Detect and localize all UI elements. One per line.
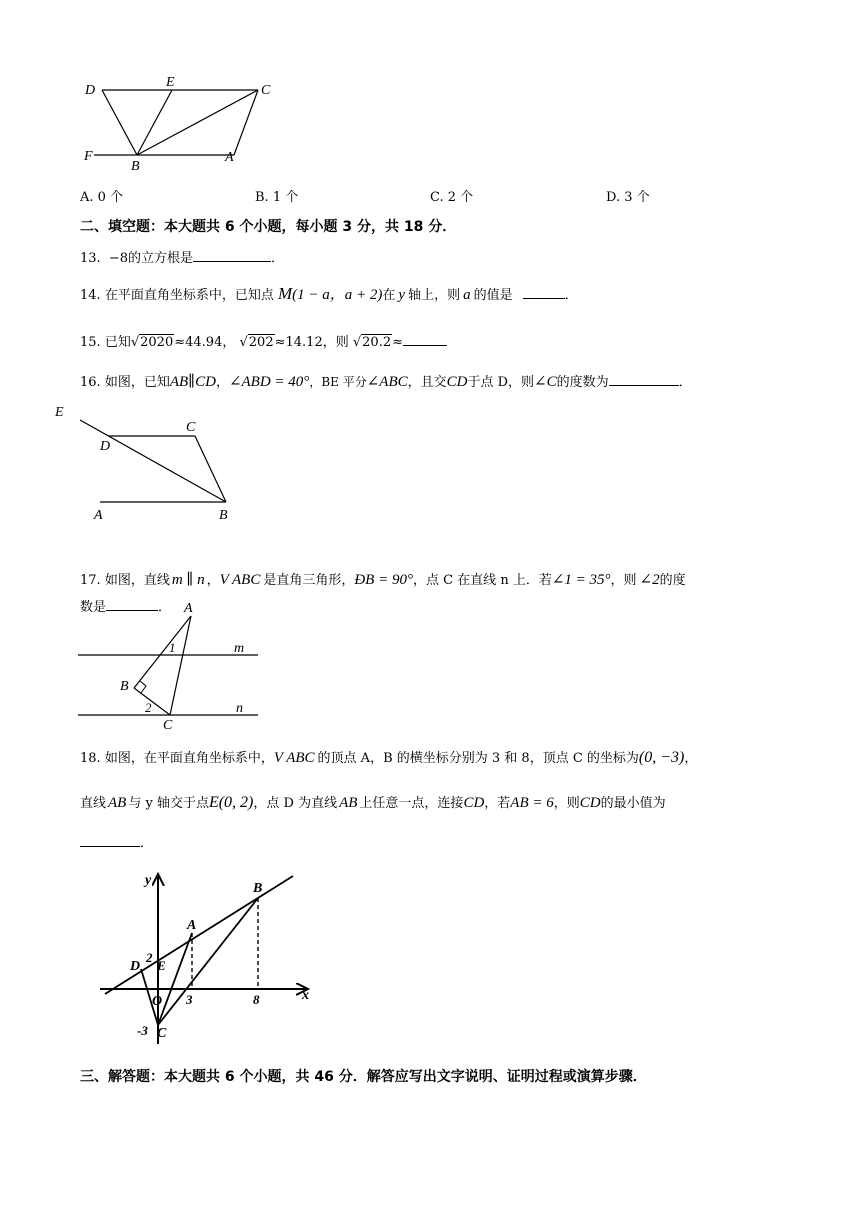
- label-B: B: [219, 508, 228, 523]
- q15-radicand-1: 2020: [140, 335, 174, 350]
- section-3-heading: 三、解答题：本大题共 6 个小题，共 46 分．解答应写出文字说明、证明过程或演算步骤．: [80, 1069, 647, 1085]
- label-m: m: [234, 641, 245, 656]
- label-minus-3: -3: [137, 1023, 148, 1038]
- q18-line2c: ，点 D 为直线: [253, 796, 338, 811]
- q17-text2: ，: [206, 573, 220, 588]
- q17-a2: ∠2: [639, 572, 660, 588]
- q14-y: y: [398, 287, 406, 303]
- q18-line2e: ，若: [484, 796, 511, 811]
- q18-cd: CD: [463, 795, 485, 811]
- label-A: A: [184, 601, 193, 616]
- q16-end: ．: [678, 375, 692, 390]
- line-AB: [105, 876, 293, 994]
- line-CA: [158, 933, 192, 1025]
- label-B: B: [120, 679, 129, 694]
- label-3: 3: [186, 992, 193, 1007]
- q15-radicand-3: 20.2: [362, 335, 392, 350]
- line-DB: [102, 90, 137, 155]
- figure-q17-right-triangle: [78, 598, 278, 738]
- label-C: C: [261, 83, 271, 98]
- q14-a: a: [463, 287, 471, 303]
- q16-number: 16.: [80, 375, 101, 390]
- line-CB: [195, 436, 226, 502]
- q17-end: ．: [158, 600, 172, 615]
- line-AC: [170, 616, 191, 715]
- q17-text6: 的度: [659, 573, 686, 588]
- q14-text2: 在: [382, 288, 396, 303]
- q14-text3: 轴上，则: [408, 288, 461, 303]
- q16-text2: ，BE 平分: [309, 375, 367, 389]
- label-C: C: [163, 718, 173, 733]
- line-BC: [134, 688, 170, 715]
- choice-d[interactable]: D. 3 个: [606, 190, 650, 205]
- q17-text5: ，则: [610, 573, 637, 588]
- q16-cd: CD: [446, 374, 468, 390]
- q17-text3: 是直角三角形，: [263, 573, 355, 588]
- answer-blank-18[interactable]: [80, 834, 140, 847]
- q13-expr: −8: [108, 251, 128, 266]
- q18-line2f: ，则: [553, 796, 580, 811]
- q16-text1: 如图，已知: [104, 375, 170, 390]
- sqrt-sign-icon: √: [352, 335, 362, 350]
- label-1: 1: [169, 640, 176, 655]
- label-B: B: [253, 881, 263, 896]
- q13-number: 13.: [80, 251, 101, 266]
- q14-text1: 在平面直角坐标系中，已知点: [104, 288, 274, 303]
- q14-point: M: [277, 284, 293, 303]
- q14-number: 14.: [80, 288, 101, 303]
- q18-ab: AB: [108, 795, 127, 811]
- label-D: D: [100, 439, 111, 454]
- line-EB: [80, 420, 226, 502]
- figure-q16-parallel-lines: [50, 398, 250, 528]
- q16-text5: 的度数为: [556, 375, 609, 390]
- q14-coords: (1 − a，a + 2): [292, 287, 383, 303]
- line-AB: [134, 616, 191, 688]
- q17-mn: m ∥ n: [171, 572, 205, 588]
- figure-q18-coordinate-plane: [95, 866, 320, 1051]
- q16-text4: 于点 D，则: [467, 375, 535, 390]
- label-n: n: [236, 701, 243, 716]
- answer-blank-16[interactable]: [609, 373, 679, 386]
- label-A: A: [225, 150, 234, 165]
- question-14: [80, 283, 578, 304]
- figure-q12-parallelogram: [80, 72, 280, 172]
- question-15: [80, 331, 447, 350]
- q16-abc: ∠ABC: [366, 374, 408, 390]
- q17-text1: 如图，直线: [104, 573, 170, 588]
- line-CB: [158, 898, 258, 1025]
- question-18-line3: [80, 832, 153, 851]
- q17-text4: ，点 C 在直线 n 上．若: [412, 573, 552, 588]
- q17-number: 17.: [80, 573, 101, 588]
- q18-line2a: 直线: [80, 796, 107, 811]
- label-C: C: [157, 1026, 167, 1041]
- choice-b[interactable]: B. 1 个: [255, 190, 299, 205]
- answer-blank-13[interactable]: [193, 249, 271, 262]
- sqrt-sign-icon: √: [130, 335, 140, 350]
- label-E: E: [166, 75, 175, 90]
- q13-text: 的立方根是: [128, 251, 194, 266]
- q15-number: 15.: [80, 335, 101, 350]
- answer-blank-14[interactable]: [523, 286, 565, 299]
- q18-cpt: (0, −3): [638, 749, 685, 766]
- q18-text2: 的顶点 A，B 的横坐标分别为 3 和 8，顶点 C 的坐标为: [317, 751, 639, 766]
- q16-c: ∠C: [534, 374, 557, 390]
- q18-tri: V ABC: [273, 750, 315, 766]
- q14-text4: 的值是: [473, 288, 513, 303]
- q14-end: ．: [564, 288, 578, 303]
- right-angle-mark: [140, 681, 146, 693]
- q15-text1: 已知: [104, 335, 131, 350]
- choice-c[interactable]: C. 2 个: [430, 190, 474, 205]
- question-16: [80, 371, 692, 391]
- q18-cd2: CD: [579, 795, 601, 811]
- label-E: E: [55, 405, 64, 420]
- q17-tri: V ABC: [219, 572, 261, 588]
- line-CA: [234, 90, 258, 155]
- sqrt-sign-icon: √: [239, 335, 248, 350]
- label-8: 8: [253, 992, 260, 1007]
- q16-text3: ，且交: [407, 375, 447, 390]
- q18-line2b: 与 y 轴交于点: [128, 796, 209, 811]
- q16-angle: ∠ABD = 40°: [228, 374, 310, 390]
- q15-approx-1: ≈44.94，: [174, 335, 236, 350]
- q18-line2d: 上任意一点，连接: [359, 796, 464, 811]
- label-A: A: [94, 508, 103, 523]
- label-x: x: [302, 988, 309, 1003]
- q18-text1: 如图，在平面直角坐标系中，: [104, 751, 274, 766]
- question-13: [80, 247, 284, 266]
- q18-number: 18.: [80, 751, 101, 766]
- label-2: 2: [145, 700, 152, 715]
- label-O: O: [152, 994, 163, 1009]
- question-17: [80, 569, 686, 589]
- q18-ab2: AB: [339, 795, 358, 811]
- q15-radicand-2: 202: [248, 335, 274, 350]
- label-E: E: [157, 958, 166, 973]
- choice-a[interactable]: A. 0 个: [80, 190, 124, 205]
- q15-approx-2: ≈14.12，则: [274, 335, 349, 350]
- section-2-heading: 二、填空题：本大题共 6 个小题，每小题 3 分，共 18 分．: [80, 219, 457, 235]
- question-18-line2: [80, 792, 666, 812]
- q17-line2-text: 数是: [80, 600, 107, 615]
- label-C: C: [186, 420, 196, 435]
- label-2: 2: [146, 950, 153, 965]
- q17-bangle: ÐB = 90°: [354, 572, 413, 588]
- q16-sep: ，: [215, 375, 229, 390]
- label-A: A: [187, 918, 197, 933]
- q18-ept: E(0, 2): [208, 794, 254, 811]
- q18-abeq: AB = 6: [510, 795, 554, 811]
- q18-line2g: 的最小值为: [600, 796, 666, 811]
- label-D: D: [130, 959, 141, 974]
- answer-blank-15[interactable]: [403, 333, 447, 346]
- q18-end: ．: [140, 836, 154, 851]
- label-D: D: [85, 83, 96, 98]
- q17-a1: ∠1 = 35°: [551, 572, 611, 588]
- label-B: B: [131, 159, 140, 172]
- q15-approx-3: ≈: [392, 335, 404, 350]
- question-18: [80, 747, 697, 767]
- label-F: F: [84, 149, 93, 164]
- q13-end: ．: [271, 251, 285, 266]
- label-y: y: [145, 873, 152, 888]
- q18-text3: ，: [684, 751, 698, 766]
- q16-parallel: AB∥CD: [169, 374, 216, 390]
